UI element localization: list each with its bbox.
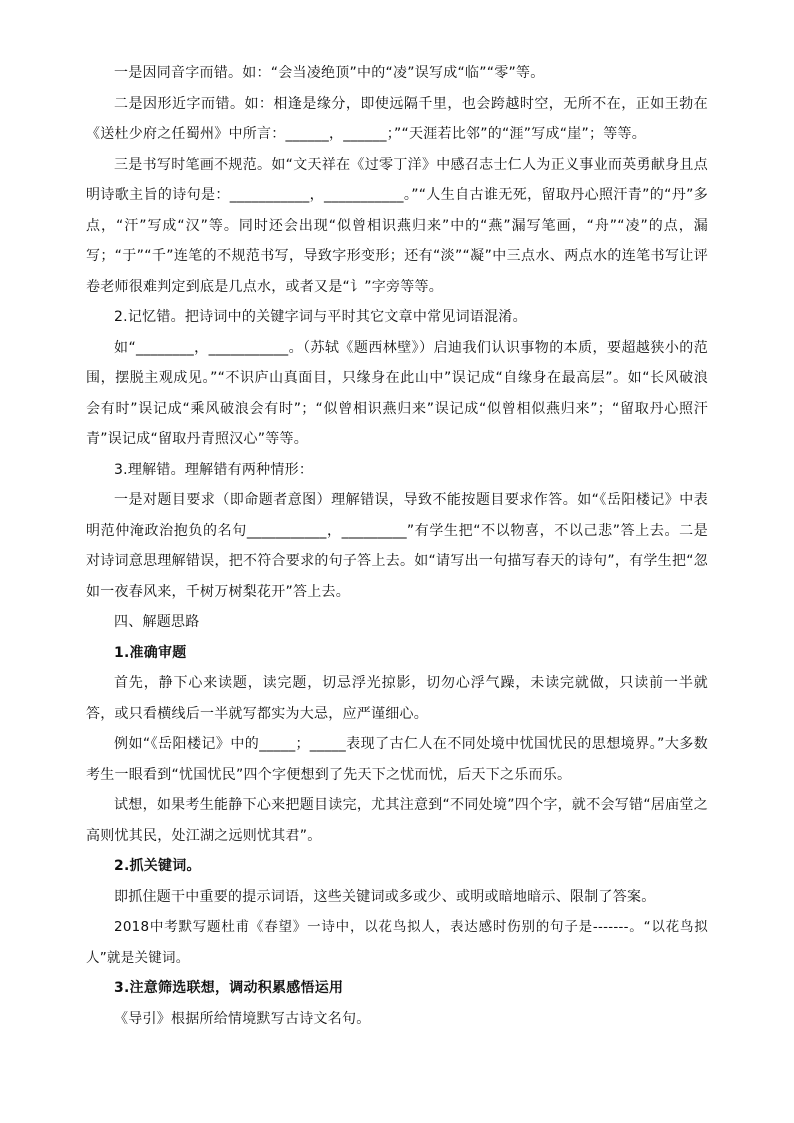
paragraph-2018-exam-example: 2018中考默写题杜甫《春望》一诗中，以花鸟拟人，表达感时伤别的句子是-------。“以花鸟拟人”就是关键词。 <box>86 919 708 966</box>
subheading-careful-reading: 1.准确审题 <box>114 644 187 661</box>
paragraph-understanding-error-heading: 3.理解错。理解错有两种情形： <box>114 461 314 478</box>
paragraph-think-again: 试想，如果考生能静下心来把题目读完，尤其注意到“不同处境”四个字，就不会写错“居庙堂之高则忧其民，处江湖之远则忧其君”。 <box>86 797 708 844</box>
subheading-association: 3.注意筛选联想，调动积累感悟运用 <box>114 980 344 996</box>
paragraph-guide: 《导引》根据所给情境默写古诗文名句。 <box>114 1010 371 1027</box>
subheading-keywords: 2.抓关键词。 <box>114 858 201 874</box>
paragraph-stroke-error: 三是书写时笔画不规范。如“文天祥在《过零丁洋》中感召志士仁人为正义事业而英勇献身且点明诗歌主旨的诗句是：___________，___________。”“人生自古谁无死，留取丹心照汗青”的“丹”多点，“汗”写成“汉”等。同时还会出现“似曾相识燕归来”中的“燕”漏写笔画，“舟”“凌”的点，漏写；“于”“千”连笔的不规范书写，导致字形变形；还有“淡”“凝”中三点水、两点水的连笔书写让评卷老师很难判定到底是几点水，或者又是“讠”字旁等等。 <box>86 156 708 295</box>
paragraph-keywords: 即抓住题干中重要的提示词语，这些关键词或多或少、或明或暗地暗示、限制了答案。 <box>114 888 656 905</box>
paragraph-understanding-error-example: 一是对题目要求（即命题者意图）理解错误，导致不能按题目要求作答。如“《岳阳楼记》中表明范仲淹政治抱负的名句___________，_________”有学生把“不以物喜，不以己悲”答上去。二是对诗词意思理解错误，把不符合要求的句子答上去。如“请写出一句描写春天的诗句”，有学生把“忽如一夜春风来，千树万树梨花开”答上去。 <box>86 492 708 600</box>
paragraph-memory-error-heading: 2.记忆错。把诗词中的关键字词与平时其它文章中常见词语混淆。 <box>114 309 527 325</box>
paragraph-yueyang-example: 例如“《岳阳楼记》中的_____；_____表现了古仁人在不同处境中忧国忧民的思想境界。”大多数考生一眼看到“忧国忧民”四个字便想到了先天下之忧而忧，后天下之乐而乐。 <box>86 736 708 783</box>
paragraph-careful-reading: 首先，静下心来读题，读完题，切忌浮光掠影，切勿心浮气躁，未读完就做，只读前一半就答，或只看横线后一半就写都实为大忌，应严谨细心。 <box>86 675 708 722</box>
paragraph-similar-shape-error: 二是因形近字而错。如：相逢是缘分，即使远隔千里，也会跨越时空，无所不在，正如王勃在《送杜少府之任蜀州》中所言：______，______；”“天涯若比邻”的“涯”写成“崖”；等等。 <box>86 95 708 142</box>
section-heading-solution-approach: 四、解题思路 <box>114 614 200 630</box>
paragraph-memory-error-example: 如“________，___________。（苏轼《题西林壁》）启迪我们认识事物的本质，要超越狭小的范围，摆脱主观成见。”“不识庐山真面目，只缘身在此山中”误记成“自缘身在最高层”。如“长风破浪会有时”误记成“乘风破浪会有时”；“似曾相识燕归来”误记成“似曾相似燕归来”；“留取丹心照汗青”误记成“留取丹青照汉心”等等。 <box>86 339 708 447</box>
paragraph-homophone-error: 一是因同音字而错。如：“会当凌绝顶”中的“凌”误写成“临”“零”等。 <box>114 65 545 81</box>
